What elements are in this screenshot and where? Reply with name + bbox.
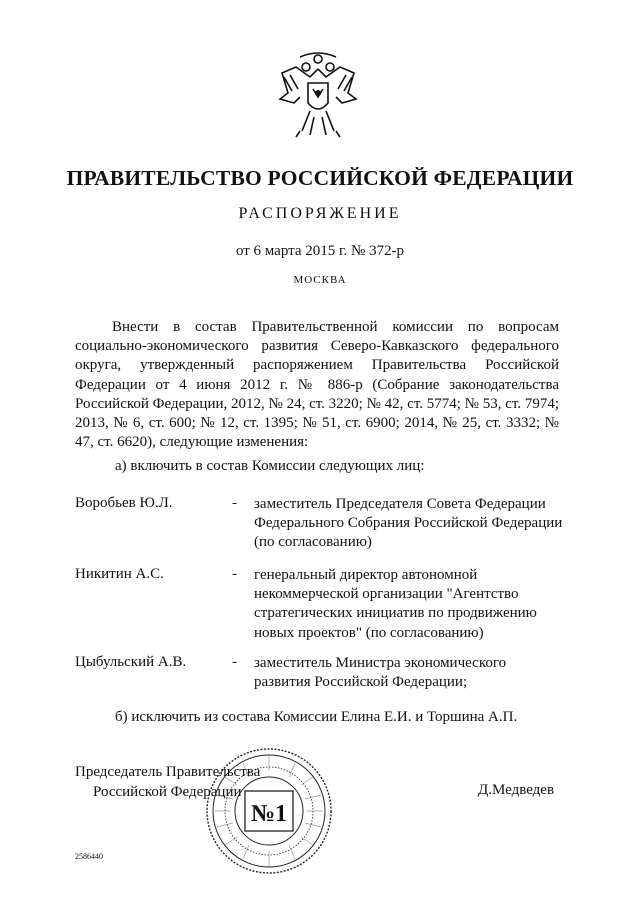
government-title: ПРАВИТЕЛЬСТВО РОССИЙСКОЙ ФЕДЕРАЦИИ — [66, 166, 574, 190]
seal-number: №1 — [250, 801, 288, 827]
member-name: Цыбульский А.В. — [75, 654, 187, 670]
document-code: 2586440 — [75, 852, 103, 861]
member-description: заместитель Председателя Совета Федерации Федерального Собрания Российской Федерации (по согласованию) — [254, 496, 563, 551]
intro-paragraph: Внести в состав Правительственной комиссии по вопросам социально-экономического развития Северо-Кавказского федерального округа, утвержденный распоряжением Правительства Российской Федерации от 4 июня 2012 г. № 886-р (Собрание законодательства Российской Федерации, 2012, № 24, ст. 3220; № 42, ст. 5774; № 53, ст. 7974; 2013, № 6, ст. 600; № 12, ст. 1395; № 51, ст. 6900; 2014, № 25, ст. 3332; № 47, ст. 6620), следующие изменения: — [75, 319, 559, 451]
document-type: РАСПОРЯЖЕНИЕ — [238, 205, 402, 222]
member-dash: - — [232, 495, 237, 511]
member-dash: - — [232, 654, 237, 670]
member-dash: - — [232, 566, 237, 582]
document-date-number: от 6 марта 2015 г. № 372-р — [235, 243, 405, 259]
member-description: генеральный директор автономной некоммерческой организации "Агентство стратегических инициатив по продвижению новых проектов" (по согласованию) — [254, 567, 537, 641]
position-line-1: Председатель Правительства — [75, 764, 261, 780]
item-a-text: а) включить в состав Комиссии следующих лиц: — [115, 458, 425, 474]
signer-name: Д.Медведев — [478, 782, 555, 798]
official-seal-icon — [203, 745, 335, 877]
city-label: МОСКВА — [293, 274, 347, 286]
item-b-text: б) исключить из состава Комиссии Елина Е.И. и Торшина А.П. — [115, 709, 518, 725]
position-line-2: Российской Федерации — [93, 783, 242, 800]
member-name: Никитин А.С. — [75, 566, 164, 582]
member-description: заместитель Министра экономического развития Российской Федерации; — [254, 655, 507, 691]
member-name: Воробьев Ю.Л. — [75, 495, 173, 511]
coat-of-arms-emblem-icon — [270, 47, 366, 143]
